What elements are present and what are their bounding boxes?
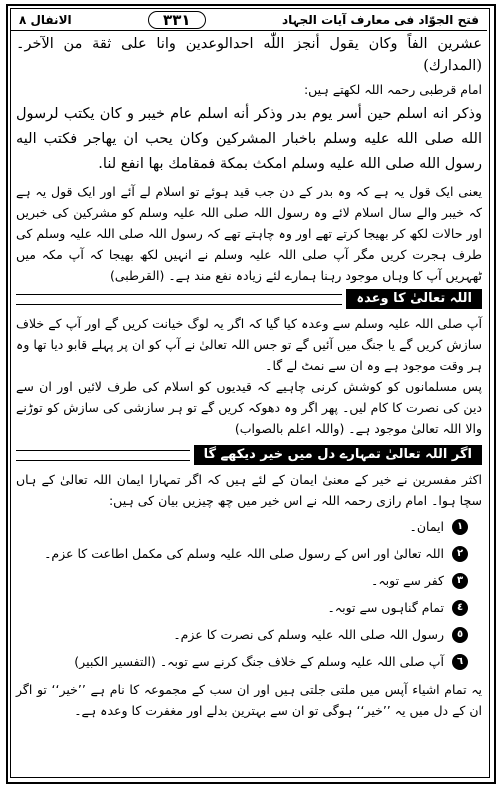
arabic-quote-qurtubi: وذكر انه اسلم حين أسر يوم بدر وذكر أنه اسلم عام خيبر و كان يكتب لرسول الله صلى الله عليه وسلم باخبار المشركين وكان يحب ان يهاجر فكتب اليه رسول الله صلى الله عليه وسلم امكث بمكة فمقامك بها انفع لنا. (16, 106, 482, 172)
section-heading-promise (16, 289, 482, 309)
book-title: فتح الجوّاد فی معارف آیات الجہاد (281, 12, 479, 27)
list-item-text: آپ صلی اللہ علیہ وسلم کے خلاف جنگ کرنے سے توبہ۔ (التفسیر الکبیر) (74, 653, 444, 669)
urdu-paragraph-promise: آپ صلی اللہ علیہ وسلم سے وعدہ کیا گیا کہ اگر یہ لوگ خیانت کریں گے اور آپ کے خلاف سازش کریں گے یا جنگ میں آئیں گے تو جس اللہ تعالیٰ نے آپ کو ان پر پہلے قابو دیا تھا وہ ہر وقت موجود ہے وہ ان سے نمٹ لے گا۔ (16, 316, 482, 373)
heading-rule (16, 294, 342, 305)
list-item (16, 513, 482, 540)
section-heading-khair (16, 445, 482, 465)
number-badge: ٤ (452, 600, 468, 616)
list-item-text: تمام گناہوں سے توبہ۔ (327, 599, 444, 615)
list-item (16, 594, 482, 621)
section-title: اگر اللہ تعالیٰ تمہارے دل میں خیر دیکھے گا (194, 445, 482, 465)
list-item-text: اللہ تعالیٰ اور اس کے رسول صلی اللہ علیہ وسلم کی مکمل اطاعت کا عزم۔ (44, 545, 444, 561)
list-item-text: رسول اللہ صلی اللہ علیہ وسلم کی نصرت کا عزم۔ (173, 626, 444, 642)
number-badge: ١ (452, 519, 468, 535)
number-badge: ٣ (452, 573, 468, 589)
page-number: ٣٣١ (148, 11, 205, 29)
urdu-paragraph-prisoners: پس مسلمانوں کو کوشش کرنی چاہیے کہ قیدیوں کو اسلام کی طرف لائیں اور ان سے دین کی نصرت کا کام لیں۔ پھر اگر وہ دھوکہ کریں گے تو ہر سازشی کی سازش کو توڑنے والا اللہ تعالیٰ موجود ہے۔ (واللہ اعلم بالصواب) (16, 379, 482, 436)
number-badge: ٢ (452, 546, 468, 562)
number-badge: ٦ (452, 654, 468, 670)
list-item (16, 540, 482, 567)
urdu-paragraph-translation: یعنی ایک قول یہ ہے کہ وہ بدر کے دن جب قید ہوئے تو اسلام لے آئے اور ایک قول یہ ہے کہ خیبر والے سال اسلام لائے وہ رسول اللہ صلی اللہ علیہ وسلم کو مشرکین کی خبریں اور حالات لکھ کر بھیجا کرتے تھے اور وہ چاہتے تھے کہ رسول اللہ صلی اللہ علیہ وسلم کی طرف ہجرت کریں مگر آپ صلی اللہ علیہ وسلم نے انہیں لکھ بھیجا کہ آپ مکہ میں ٹھہریں آپ کا وہاں موجود رہنا ہمارے لئے زیادہ نفع مند ہے۔ (القرطبی) (16, 184, 482, 283)
list-item (16, 648, 482, 675)
page-body (16, 33, 482, 721)
six-things-list (16, 513, 482, 675)
number-badge: ٥ (452, 627, 468, 643)
running-header (11, 9, 487, 31)
list-item (16, 567, 482, 594)
list-item (16, 621, 482, 648)
arabic-quote-madarik: عشرين الفاً وكان يقول أنجز اللّٰه احدالوعدين وانا على ثقة من الآخر۔ (المدارك) (16, 36, 482, 74)
section-title: اللہ تعالیٰ کا وعدہ (346, 289, 482, 309)
qurtubi-intro: امام قرطبی رحمہ اللہ لکھتے ہیں: (303, 82, 482, 97)
list-item-text: ایمان۔ (409, 518, 444, 534)
chapter-label: الانفال ٨ (19, 12, 72, 27)
urdu-paragraph-conclusion: یہ تمام اشیاء آپس میں ملتی جلتی ہیں اور ان سب کے مجموعہ کا نام ہے ’’خیر‘‘ تو اگر ان کے دل میں یہ ’’خیر‘‘ ہوگی تو ان سے بہترین بدلے اور مغفرت کا وعدہ ہے۔ (16, 682, 482, 718)
list-item-text: کفر سے توبہ۔ (371, 572, 444, 588)
heading-rule (16, 450, 190, 461)
urdu-paragraph-mufassirin: اکثر مفسرین نے خیر کے معنیٰ ایمان کے لئے ہیں کہ اگر تمہارا ایمان اللہ تعالیٰ کے ہاں سچا ہوا۔ امام رازی رحمہ اللہ نے اس خیر میں چھ چیزیں بیان کی ہیں: (16, 472, 482, 508)
